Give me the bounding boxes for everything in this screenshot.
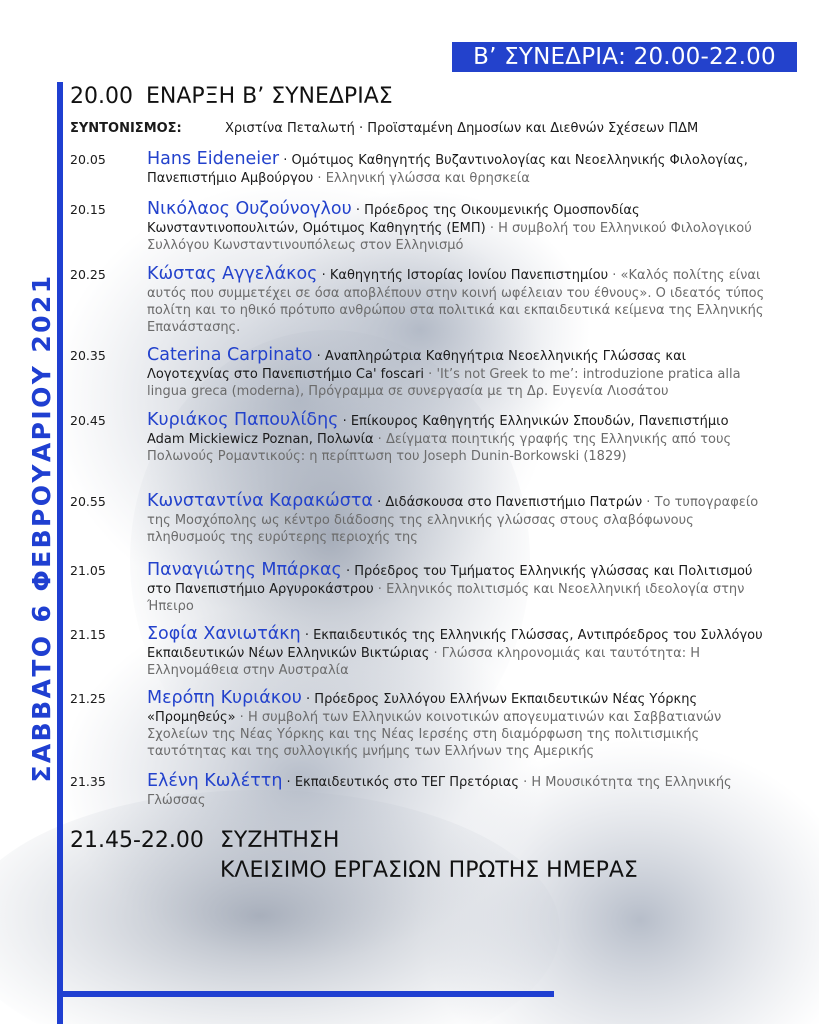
talk-topic: Ελληνικός πολιτισμός και Νεοελληνική ιδεολογία στην Ήπειρο [147,582,745,614]
talk-topic: Η συμβολή των Ελληνικών κοινοτικών απογευματινών και Σαββατιανών Σχολείων της Νέας Υόρκης και της Νέας Ιερσέης στη διαμόρφωση της πολιτισμικής ταυτότητας και της συλλογικής μνήμης των Ελλήνων της Αμερικής [147,710,722,759]
talk-item: 20.15 Νικόλαος Ουζούνογλου · Πρόεδρος της Οικουμενικής Ομοσπονδίας Κωνσταντινοπουλιτών, Ομότιμος Καθηγητής (ΕΜΠ) · Η συμβολή του Ελληνικού Φιλολογικού Συλλόγου Κωνσταντινουπόλεως στον Ελληνισμό [70,199,752,253]
speaker-name: Νικόλαος Ουζούνογλου [147,199,352,219]
talk-item: 20.55 Κωνσταντίνα Καρακώστα · Διδάσκουσα στο Πανεπιστήμιο Πατρών · Το τυπογραφείο της Μοσχόπολης ως κέντρο διάδοσης της ελληνικής γλώσσας στους σλαβόφωνους πληθυσμούς της ευρύτερης περιοχής της [70,491,759,545]
bottom-accent-bar [57,991,554,997]
speaker-name: Caterina Carpinato [147,345,313,365]
talk-time: 21.25 [70,691,106,706]
talk-time: 20.15 [70,202,106,217]
talk-topic: «Καλός πολίτης είναι αυτός που συμμετέχει σε όσα αποβλέπουν στην κοινή ωφέλειαν του έθνους». Ο ιδεατός τύπος πολίτη και το ηθικό πρότυπο ανθρώπου στα πολιτικά και εκπαιδευτικά κείμενα της Ελληνικής Επανάστασης. [147,268,765,335]
speaker-affiliation: · Ομότιμος Καθηγητής Βυζαντινολογίας και Νεοελληνικής Φιλολογίας, Πανεπιστήμιο Αμβούργου [147,153,748,186]
speaker-affiliation: · Πρόεδρος Συλλόγου Ελλήνων Εκπαιδευτικών Νέας Υόρκης «Προμηθεύς» [147,692,698,725]
session-header: Β’ ΣΥΝΕΔΡΙΑ: 20.00-22.00 [452,42,797,72]
talk-time: 20.25 [70,267,106,282]
talk-time: 21.15 [70,627,106,642]
opening-time: 20.00 [70,84,133,109]
talk-topic: Το τυπογραφείο της Μοσχόπολης ως κέντρο διάδοσης της ελληνικής γλώσσας στους σλαβόφωνους πληθυσμούς της ευρύτερης περιοχής της [147,495,759,545]
speaker-affiliation: · Διδάσκουσα στο Πανεπιστήμιο Πατρών [372,495,643,510]
closing-end-of-day: ΚΛΕΙΣΙΜΟ ΕΡΓΑΣΙΩΝ ΠΡΩΤΗΣ ΗΜΕΡΑΣ [220,858,638,883]
talk-time: 21.35 [70,774,106,789]
closing-time: 21.45-22.00 [70,828,204,853]
opening-row [70,84,393,109]
speaker-affiliation: · Καθηγητής Ιστορίας Ιονίου Πανεπιστημίου [317,268,609,283]
speaker-name: Κωνσταντίνα Καρακώστα [147,491,373,511]
vertical-date-label: ΣΑΒΒΑΤΟ 6 ΦΕΒΡΟΥΑΡΙΟΥ 2021 [27,273,56,783]
talk-item: 20.35 Caterina Carpinato · Αναπληρώτρια Καθηγήτρια Νεοελληνικής Γλώσσας και Λογοτεχνίας στο Πανεπιστήμιο Ca' foscari · 'It’s not Greek to me’: introduzione pratica alla lingua greca (moderna), Πρόγραμμα σε συνεργασία με τη Δρ. Ευγενία Λιοσάτου [70,345,741,399]
talk-time: 20.55 [70,494,106,509]
speaker-name: Ελένη Κωλέττη [147,771,283,791]
speaker-affiliation: · Αναπληρώτρια Καθηγήτρια Νεοελληνικής Γλώσσας και Λογοτεχνίας στο Πανεπιστήμιο Ca' foscari [147,349,687,382]
talk-item: 21.15 Σοφία Χανιωτάκη · Εκπαιδευτικός της Ελληνικής Γλώσσας, Αντιπρόεδρος του Συλλόγου Εκπαιδευτικών Νέων Ελληνικών Βικτώριας · Γλώσσα κληρονομιάς και ταυτότητα: Η Ελληνομάθεια στην Αυστραλία [70,624,763,678]
speaker-affiliation: · Επίκουρος Καθηγητής Ελληνικών Σπουδών, Πανεπιστήμιο Adam Mickiewicz Poznan, Πολωνία [147,414,729,447]
talk-topic: Ελληνική γλώσσα και θρησκεία [325,171,530,186]
coordination-label: ΣΥΝΤΟΝΙΣΜΟΣ: [70,121,182,136]
talk-item: 20.05 Hans Eideneier · Ομότιμος Καθηγητής Βυζαντινολογίας και Νεοελληνικής Φιλολογίας, Πανεπιστήμιο Αμβούργου · Ελληνική γλώσσα και θρησκεία [70,149,748,186]
talk-topic: Η συμβολή του Ελληνικού Φιλολογικού Συλλόγου Κωνσταντινουπόλεως στον Ελληνισμό [147,221,752,253]
talk-item: 20.45 Κυριάκος Παπουλίδης · Επίκουρος Καθηγητής Ελληνικών Σπουδών, Πανεπιστήμιο Adam Mickiewicz Poznan, Πολωνία · Δείγματα ποιητικής γραφής της Ελληνικής από τους Πολωνούς Ρομαντικούς: η περίπτωση του Joseph Dunin-Borkowski (1829) [70,410,732,464]
talk-topic: Γλώσσα κληρονομιάς και ταυτότητα: Η Ελληνομάθεια στην Αυστραλία [147,646,700,678]
talk-item: 21.05 Παναγιώτης Μπάρκας · Πρόεδρος του Τμήματος Ελληνικής γλώσσας και Πολιτισμού στο Πανεπιστήμιο Αργυροκάστρου · Ελληνικός πολιτισμός και Νεοελληνική ιδεολογία στην Ήπειρο [70,560,753,614]
speaker-affiliation: · Εκπαιδευτικός της Ελληνικής Γλώσσας, Αντιπρόεδρος του Συλλόγου Εκπαιδευτικών Νέων Ελληνικών Βικτώριας [147,628,763,661]
speaker-name: Hans Eideneier [147,149,280,169]
speaker-name: Κυριάκος Παπουλίδης [147,410,339,430]
closing-block [70,826,638,886]
talk-time: 20.05 [70,152,106,167]
opening-title: ΕΝΑΡΞΗ Β’ ΣΥΝΕΔΡΙΑΣ [146,84,393,109]
speaker-name: Σοφία Χανιωτάκη [147,624,301,644]
speaker-name: Κώστας Αγγελάκος [147,264,318,284]
talk-item: 21.25 Μερόπη Κυριάκου · Πρόεδρος Συλλόγου Ελλήνων Εκπαιδευτικών Νέας Υόρκης «Προμηθεύς» · Η συμβολή των Ελληνικών κοινοτικών απογευματινών και Σαββατιανών Σχολείων της Νέας Υόρκης και της Νέας Ιερσέης στη διαμόρφωση της πολιτισμικής ταυτότητας και της συλλογικής μνήμης των Ελλήνων της Αμερικής [70,688,722,759]
talk-topic: Δείγματα ποιητικής γραφής της Ελληνικής από τους Πολωνούς Ρομαντικούς: η περίπτωση του Joseph Dunin-Borkowski (1829) [147,432,732,464]
talk-topic: Η Μουσικότητα της Ελληνικής Γλώσσας [147,775,732,808]
closing-discussion: ΣΥΖΗΤΗΣΗ [220,828,340,853]
coordination-text: Χριστίνα Πεταλωτή · Προϊσταμένη Δημοσίων και Διεθνών Σχέσεων ΠΔΜ [225,121,699,136]
talk-item: 20.25 Κώστας Αγγελάκος · Καθηγητής Ιστορίας Ιονίου Πανεπιστημίου · «Καλός πολίτης είναι αυτός που συμμετέχει σε όσα αποβλέπουν στην κοινή ωφέλειαν του έθνους». Ο ιδεατός τύπος πολίτη και το ηθικό πρότυπο ανθρώπου στα πολιτικά και εκπαιδευτικά κείμενα της Ελληνικής Επανάστασης. [70,264,765,335]
coordination-row [70,121,698,136]
talk-time: 20.35 [70,348,106,363]
speaker-affiliation: · Εκπαιδευτικός στο ΤΕΓ Πρετόριας [282,775,519,790]
talk-topic: 'It’s not Greek to me’: introduzione pratica alla lingua greca (moderna), Πρόγραμμα σε συνεργασία με τη Δρ. Ευγενία Λιοσάτου [147,367,741,399]
talk-time: 21.05 [70,563,106,578]
talk-time: 20.45 [70,413,106,428]
speaker-name: Παναγιώτης Μπάρκας [147,560,342,580]
talk-item: 21.35 Ελένη Κωλέττη · Εκπαιδευτικός στο ΤΕΓ Πρετόριας · Η Μουσικότητα της Ελληνικής Γλώσσας [70,771,732,808]
speaker-affiliation: · Πρόεδρος της Οικουμενικής Ομοσπονδίας Κωνσταντινοπουλιτών, Ομότιμος Καθηγητής (ΕΜΠ) [147,203,640,236]
speaker-name: Μερόπη Κυριάκου [147,688,302,708]
speaker-affiliation: · Πρόεδρος του Τμήματος Ελληνικής γλώσσας και Πολιτισμού στο Πανεπιστήμιο Αργυροκάστρου [147,564,753,597]
